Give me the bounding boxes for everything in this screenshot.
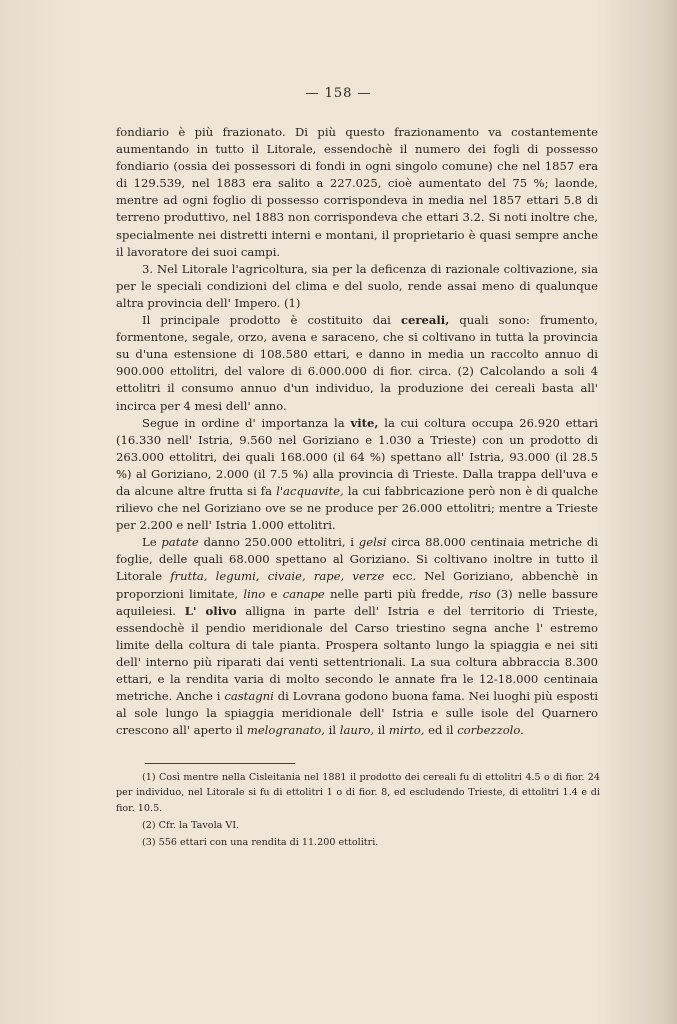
paragraph-1 (116, 124, 598, 261)
text-segment: frutta, legumi, civaie, rape, verze (170, 569, 385, 584)
footnote-2: (2) Cfr. la Tavola VI. (142, 819, 240, 831)
text-segment: ecc. Nel Goriziano, abbenchè in proporzioni limitate, (116, 569, 598, 601)
text-segment: canape (282, 586, 325, 601)
text-segment: lino (243, 586, 266, 601)
footnotes (116, 770, 600, 852)
text-segment: mirto, (388, 723, 425, 738)
footnote-rule (145, 763, 295, 764)
text-segment: castagni (224, 689, 274, 704)
text-segment: L' olivo (184, 603, 237, 618)
text-segment: quali sono: frumento, formentone, segale, orzo, avena e saraceno, che si coltivano in tutta la provincia su d'una estensione di 108.580 ettari, e danno in media un raccolto annuo di 900.000 ettolitri, del valore di 6.000.000 di fior. circa. (2) Calcolando a soli 4 ettolitri il consumo annuo d'un individuo, la produzione dei cereali basta all' incirca per 4 mesi dell' anno. (116, 313, 598, 413)
text-segment: la cui coltura occupa 26.920 ettari (16.330 nell' Istria, 9.560 nel Goriziano e 1.030 a Trieste) con un prodotto di 263.000 ettolitri, dei quali 168.000 (il 64 %) spettano all' Istria, 93.000 (il 28.5 %) al Goriziano, 2.000 (il 7.5 %) alla provincia di Trieste. Dalla trappa dell'uva e da alcune altre frutta si fa (116, 415, 598, 498)
text-segment: Le (142, 535, 162, 550)
text-segment: il (374, 723, 389, 738)
text-segment: Il principale prodotto è costituito dai (142, 313, 401, 328)
text-segment: nelle parti più fredde, (324, 586, 469, 601)
text-segment: vite, (350, 415, 379, 430)
body-text (116, 124, 598, 739)
footnote-1: (1) Così mentre nella Cisleitania nel 1881 il prodotto dei cereali fu di ettolitri 4.5 o di fior. 24 per individuo, nel Litorale si fu di ettolitri 1 o di fior. 8, ed escludendo Trieste, di ettolitri 1.4 e di fior. 10.5. (116, 772, 600, 814)
text-segment: circa 88.000 centinaia metriche di foglie, delle quali 68.000 spettano al Goriziano. Si coltivano inoltre in tutto il Litorale (116, 535, 599, 584)
text-segment: danno 250.000 ettolitri, i (198, 535, 359, 550)
paragraph-4 (116, 415, 598, 535)
paragraph-2 (116, 261, 598, 312)
text-segment: la cui fabbricazione però non è di qualche rilievo che nel Goriziano ove se ne produce per 26.000 ettolitri; mentre a Trieste per 2.200 e nell' Istria 1.000 ettolitri. (116, 483, 598, 533)
text-segment: riso (468, 586, 491, 601)
text-segment: il (324, 723, 340, 738)
text-segment: alligna in parte dell' Istria e del territorio di Trieste, essendochè il pendio meridionale del Carso triestino segna anche l' estremo limite della coltura di tale pianta. Prospera soltanto lungo la spiaggia e nei siti dell' interno più riparati dai venti settentrionali. La sua coltura abbraccia 8.300 ettari, e la rendita varia di molto secondo le annate fra le 12-18.000 centinaia metriche. Anche i (116, 603, 598, 704)
text-segment: ed il (424, 723, 458, 738)
text-segment: gelsi (358, 535, 387, 550)
text-segment: l'acquavite, (276, 483, 344, 498)
text-segment: cereali, (400, 313, 450, 328)
text-segment: 3. Nel Litorale l'agricoltura, sia per la deficenza di razionale coltivazione, sia per le speciali condizioni del clima e del suolo, rende assai meno di qualunque altra provincia dell' Impero. (1) (116, 261, 598, 310)
text-segment: corbezzolo. (457, 723, 524, 738)
paragraph-3 (116, 312, 598, 415)
text-segment: e (265, 586, 283, 601)
text-segment: patate (161, 535, 199, 550)
text-segment: di Lovrana godono buona fama. Nei luoghi più esposti al sole lungo la spiaggia meridionale dell' Istria e sulle isole del Quarnero crescono all' aperto il (116, 689, 598, 738)
page-number: — 158 — (305, 86, 372, 101)
paragraph-5 (116, 534, 598, 739)
text-segment: lauro, (339, 723, 375, 738)
text-segment: melogranato, (246, 723, 325, 738)
text-segment: fondiario è più frazionato. Di più questo frazionamento va costantemente aumentando in tutto il Litorale, essendochè il numero dei fogli di possesso fondiario (ossia dei possessori di fondi in ogni singolo comune) che nel 1857 era di 129.539, nel 1883 era salito a 227.025, cioè aumentato del 75 %; laonde, mentre ad ogni foglio di possesso corrispondeva in media nel 1857 ettari 5.8 di terreno produttivo, nel 1883 non corrispondeva che ettari 3.2. Si noti inoltre che, specialmente nei distretti interni e montani, il proprietario è quasi sempre anche il lavoratore dei suoi campi. (116, 125, 598, 259)
text-segment: Segue in ordine d' importanza la (142, 415, 351, 430)
text-segment: (3) nelle bassure aquileiesi. (116, 586, 599, 618)
footnote-3: (3) 556 ettari con una rendita di 11.200 ettolitri. (142, 837, 379, 849)
